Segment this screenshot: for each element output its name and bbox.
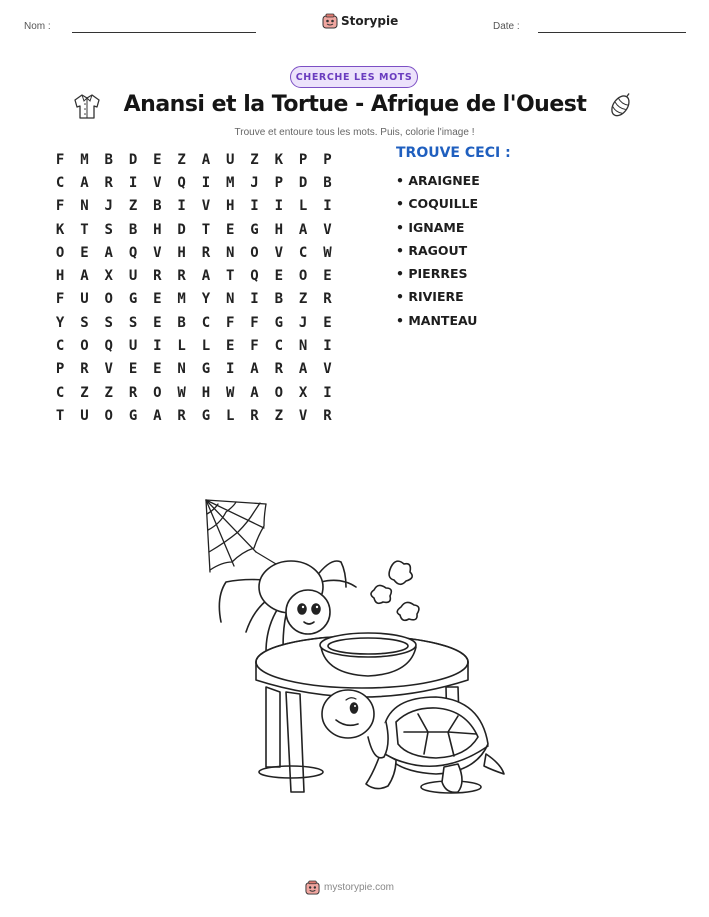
grid-letter[interactable]: A — [153, 407, 162, 424]
grid-row — [48, 288, 340, 311]
grid-letter[interactable]: M — [177, 291, 186, 308]
grid-row — [48, 358, 340, 381]
grid-letter[interactable]: S — [104, 314, 113, 331]
grid-letter[interactable]: R — [153, 268, 162, 285]
grid-letter[interactable]: R — [104, 174, 113, 191]
date-line — [538, 32, 686, 33]
grid-letter[interactable]: A — [201, 268, 211, 285]
grid-letter[interactable]: U — [128, 338, 138, 355]
jacket-icon — [72, 92, 102, 120]
grid-letter[interactable]: A — [250, 384, 259, 401]
grid-letter[interactable]: Z — [177, 151, 186, 168]
grid-letter[interactable]: E — [323, 268, 332, 285]
grid-letter[interactable]: R — [80, 361, 89, 378]
grid-letter[interactable]: T — [226, 268, 235, 285]
grid-letter[interactable]: V — [104, 361, 113, 378]
spider-turtle-coloring-illustration — [196, 482, 516, 812]
grid-letter[interactable]: L — [201, 338, 211, 355]
puzzle-type-badge: CHERCHE LES MOTS — [290, 66, 418, 88]
word-list-item: • PIERRES — [396, 266, 468, 282]
grid-letter[interactable]: V — [274, 244, 284, 261]
grid-letter[interactable]: U — [226, 151, 235, 168]
grid-letter[interactable]: Q — [177, 174, 186, 191]
grid-letter[interactable]: N — [80, 198, 89, 215]
grid-letter[interactable]: A — [201, 151, 211, 168]
grid-letter[interactable]: F — [55, 198, 65, 215]
grid-letter[interactable]: U — [128, 268, 138, 285]
grid-letter[interactable]: S — [104, 221, 113, 238]
word-list-item: • RIVIERE — [396, 289, 464, 305]
grid-letter[interactable]: R — [323, 291, 332, 308]
pinecone-icon — [606, 90, 636, 120]
grid-letter[interactable]: I — [323, 198, 332, 215]
grid-letter[interactable]: N — [226, 291, 235, 308]
grid-row — [48, 381, 340, 404]
grid-letter[interactable]: E — [153, 291, 162, 308]
grid-letter[interactable]: J — [104, 198, 113, 215]
grid-letter[interactable]: P — [274, 174, 284, 191]
grid-letter[interactable]: J — [250, 174, 259, 191]
grid-row — [48, 195, 340, 218]
grid-letter[interactable]: P — [55, 361, 65, 378]
grid-letter[interactable]: R — [201, 244, 211, 261]
grid-letter[interactable]: L — [298, 198, 308, 215]
grid-letter[interactable]: I — [153, 338, 162, 355]
grid-letter[interactable]: R — [274, 361, 284, 378]
grid-letter[interactable]: R — [250, 407, 259, 424]
grid-letter[interactable]: A — [298, 221, 308, 238]
grid-letter[interactable]: R — [128, 384, 138, 401]
grid-letter[interactable]: G — [250, 221, 259, 238]
grid-letter[interactable]: R — [323, 407, 332, 424]
grid-letter[interactable]: W — [323, 244, 332, 261]
grid-letter[interactable]: O — [274, 384, 284, 401]
storypie-logo-icon — [305, 880, 320, 895]
grid-letter[interactable]: X — [298, 384, 308, 401]
grid-row — [48, 148, 340, 171]
grid-letter[interactable]: C — [201, 314, 211, 331]
grid-letter[interactable]: B — [177, 314, 186, 331]
grid-letter[interactable]: A — [104, 244, 113, 261]
grid-letter[interactable]: C — [55, 174, 65, 191]
grid-letter[interactable]: F — [226, 314, 235, 331]
grid-letter[interactable]: E — [80, 244, 89, 261]
grid-letter[interactable]: V — [323, 221, 332, 238]
grid-letter[interactable]: E — [226, 338, 235, 355]
grid-letter[interactable]: V — [201, 198, 211, 215]
grid-letter[interactable]: B — [128, 221, 138, 238]
grid-letter[interactable]: Q — [128, 244, 138, 261]
grid-letter[interactable]: Z — [274, 407, 284, 424]
grid-letter[interactable]: A — [80, 268, 89, 285]
grid-letter[interactable]: E — [153, 314, 162, 331]
grid-letter[interactable]: F — [250, 338, 259, 355]
grid-letter[interactable]: B — [323, 174, 332, 191]
grid-letter[interactable]: C — [55, 338, 65, 355]
word-list-item: • IGNAME — [396, 219, 465, 235]
grid-row — [48, 171, 340, 194]
grid-letter[interactable]: H — [274, 221, 284, 238]
word-list-item: • COQUILLE — [396, 196, 479, 212]
grid-letter[interactable]: G — [128, 407, 138, 424]
grid-row — [48, 404, 340, 427]
grid-letter[interactable]: E — [226, 221, 235, 238]
grid-letter[interactable]: N — [226, 244, 235, 261]
name-label: Nom : — [24, 21, 51, 32]
grid-letter[interactable]: H — [55, 268, 65, 285]
grid-letter[interactable]: P — [323, 151, 332, 168]
grid-letter[interactable]: O — [153, 384, 162, 401]
grid-letter[interactable]: C — [55, 384, 65, 401]
grid-letter[interactable]: P — [298, 151, 308, 168]
grid-letter[interactable]: W — [226, 384, 235, 401]
grid-letter[interactable]: F — [55, 151, 65, 168]
word-list-item: • RAGOUT — [396, 242, 468, 258]
grid-letter[interactable]: O — [104, 291, 113, 308]
grid-letter[interactable]: Y — [201, 291, 211, 308]
word-list-item: • ARAIGNEE — [396, 173, 480, 188]
grid-row — [48, 311, 340, 334]
grid-letter[interactable]: G — [274, 314, 284, 331]
spider-web-icon — [206, 500, 266, 572]
grid-letter[interactable]: Z — [104, 384, 113, 401]
grid-letter[interactable]: E — [128, 361, 138, 378]
grid-letter[interactable]: A — [80, 174, 89, 191]
page-title: Anansi et la Tortue - Afrique de l'Ouest — [123, 92, 587, 117]
grid-letter[interactable]: I — [323, 338, 332, 355]
grid-row — [48, 241, 340, 264]
name-line — [72, 32, 256, 33]
grid-letter[interactable]: L — [177, 338, 186, 355]
instructions: Trouve et entoure tous les mots. Puis, colorie l'image ! — [234, 127, 475, 138]
grid-letter[interactable]: K — [274, 151, 284, 168]
grid-letter[interactable]: Q — [104, 338, 113, 355]
grid-letter[interactable]: S — [128, 314, 138, 331]
grid-letter[interactable]: G — [201, 361, 211, 378]
grid-letter[interactable]: E — [153, 361, 162, 378]
grid-letter[interactable]: B — [104, 151, 113, 168]
grid-letter[interactable]: I — [128, 174, 138, 191]
grid-letter[interactable]: T — [55, 407, 65, 424]
word-list-title: TROUVE CECI : — [396, 145, 511, 161]
grid-letter[interactable]: B — [274, 291, 284, 308]
grid-letter[interactable]: K — [55, 221, 65, 238]
grid-letter[interactable]: G — [201, 407, 211, 424]
grid-letter[interactable]: V — [323, 361, 332, 378]
grid-letter[interactable]: F — [55, 291, 65, 308]
grid-letter[interactable]: I — [323, 384, 332, 401]
grid-letter[interactable]: A — [298, 361, 308, 378]
word-list — [396, 172, 480, 335]
grid-letter[interactable]: N — [177, 361, 186, 378]
grid-letter[interactable]: Z — [298, 291, 308, 308]
word-list-item: • MANTEAU — [396, 312, 478, 328]
grid-letter[interactable]: I — [250, 291, 259, 308]
grid-letter[interactable]: C — [274, 338, 284, 355]
grid-letter[interactable]: U — [80, 407, 89, 424]
grid-letter[interactable]: N — [298, 338, 308, 355]
grid-letter[interactable]: B — [153, 198, 162, 215]
grid-letter[interactable]: Z — [80, 384, 89, 401]
grid-letter[interactable]: A — [250, 361, 259, 378]
grid-letter[interactable]: O — [104, 407, 113, 424]
grid-letter[interactable]: O — [298, 268, 308, 285]
grid-letter[interactable]: O — [55, 244, 65, 261]
storypie-logo-icon — [322, 13, 338, 29]
grid-letter[interactable]: V — [298, 407, 308, 424]
grid-letter[interactable]: D — [177, 221, 186, 238]
grid-letter[interactable]: F — [250, 314, 259, 331]
grid-letter[interactable]: T — [201, 221, 211, 238]
grid-letter[interactable]: Q — [250, 268, 259, 285]
footer — [305, 880, 394, 895]
brand-name: Storypie — [341, 14, 399, 28]
brand-header — [322, 13, 398, 29]
grid-letter[interactable]: M — [226, 174, 235, 191]
grid-letter[interactable]: D — [128, 151, 138, 168]
grid-letter[interactable]: I — [177, 198, 186, 215]
grid-letter[interactable]: S — [80, 314, 89, 331]
grid-letter[interactable]: O — [250, 244, 259, 261]
grid-letter[interactable]: M — [80, 151, 89, 168]
grid-letter[interactable]: I — [250, 198, 259, 215]
grid-letter[interactable]: X — [104, 268, 113, 285]
grid-letter[interactable]: Z — [250, 151, 259, 168]
grid-letter[interactable]: C — [298, 244, 308, 261]
grid-letter[interactable]: D — [298, 174, 308, 191]
grid-letter[interactable]: H — [226, 198, 235, 215]
grid-letter[interactable]: Z — [128, 198, 138, 215]
grid-row — [48, 334, 340, 357]
grid-letter[interactable]: V — [153, 174, 162, 191]
grid-letter[interactable]: T — [80, 221, 89, 238]
grid-letter[interactable]: H — [201, 384, 211, 401]
grid-letter[interactable]: L — [226, 407, 235, 424]
grid-letter[interactable]: U — [80, 291, 89, 308]
grid-letter[interactable]: E — [153, 151, 162, 168]
grid-letter[interactable]: R — [177, 407, 186, 424]
word-search-grid — [48, 148, 340, 428]
grid-letter[interactable]: I — [226, 361, 235, 378]
grid-letter[interactable]: H — [153, 221, 162, 238]
grid-row — [48, 264, 340, 287]
grid-letter[interactable]: I — [201, 174, 211, 191]
date-label: Date : — [493, 21, 520, 32]
grid-letter[interactable]: G — [128, 291, 138, 308]
grid-letter[interactable]: E — [274, 268, 284, 285]
footer-url: mystorypie.com — [324, 882, 395, 893]
grid-letter[interactable]: W — [177, 384, 186, 401]
grid-letter[interactable]: E — [323, 314, 332, 331]
grid-letter[interactable]: I — [274, 198, 284, 215]
grid-letter[interactable]: H — [177, 244, 186, 261]
grid-letter[interactable]: O — [80, 338, 89, 355]
grid-letter[interactable]: V — [153, 244, 162, 261]
grid-row — [48, 218, 340, 241]
grid-letter[interactable]: J — [298, 314, 308, 331]
grid-letter[interactable]: Y — [55, 314, 65, 331]
grid-letter[interactable]: R — [177, 268, 186, 285]
